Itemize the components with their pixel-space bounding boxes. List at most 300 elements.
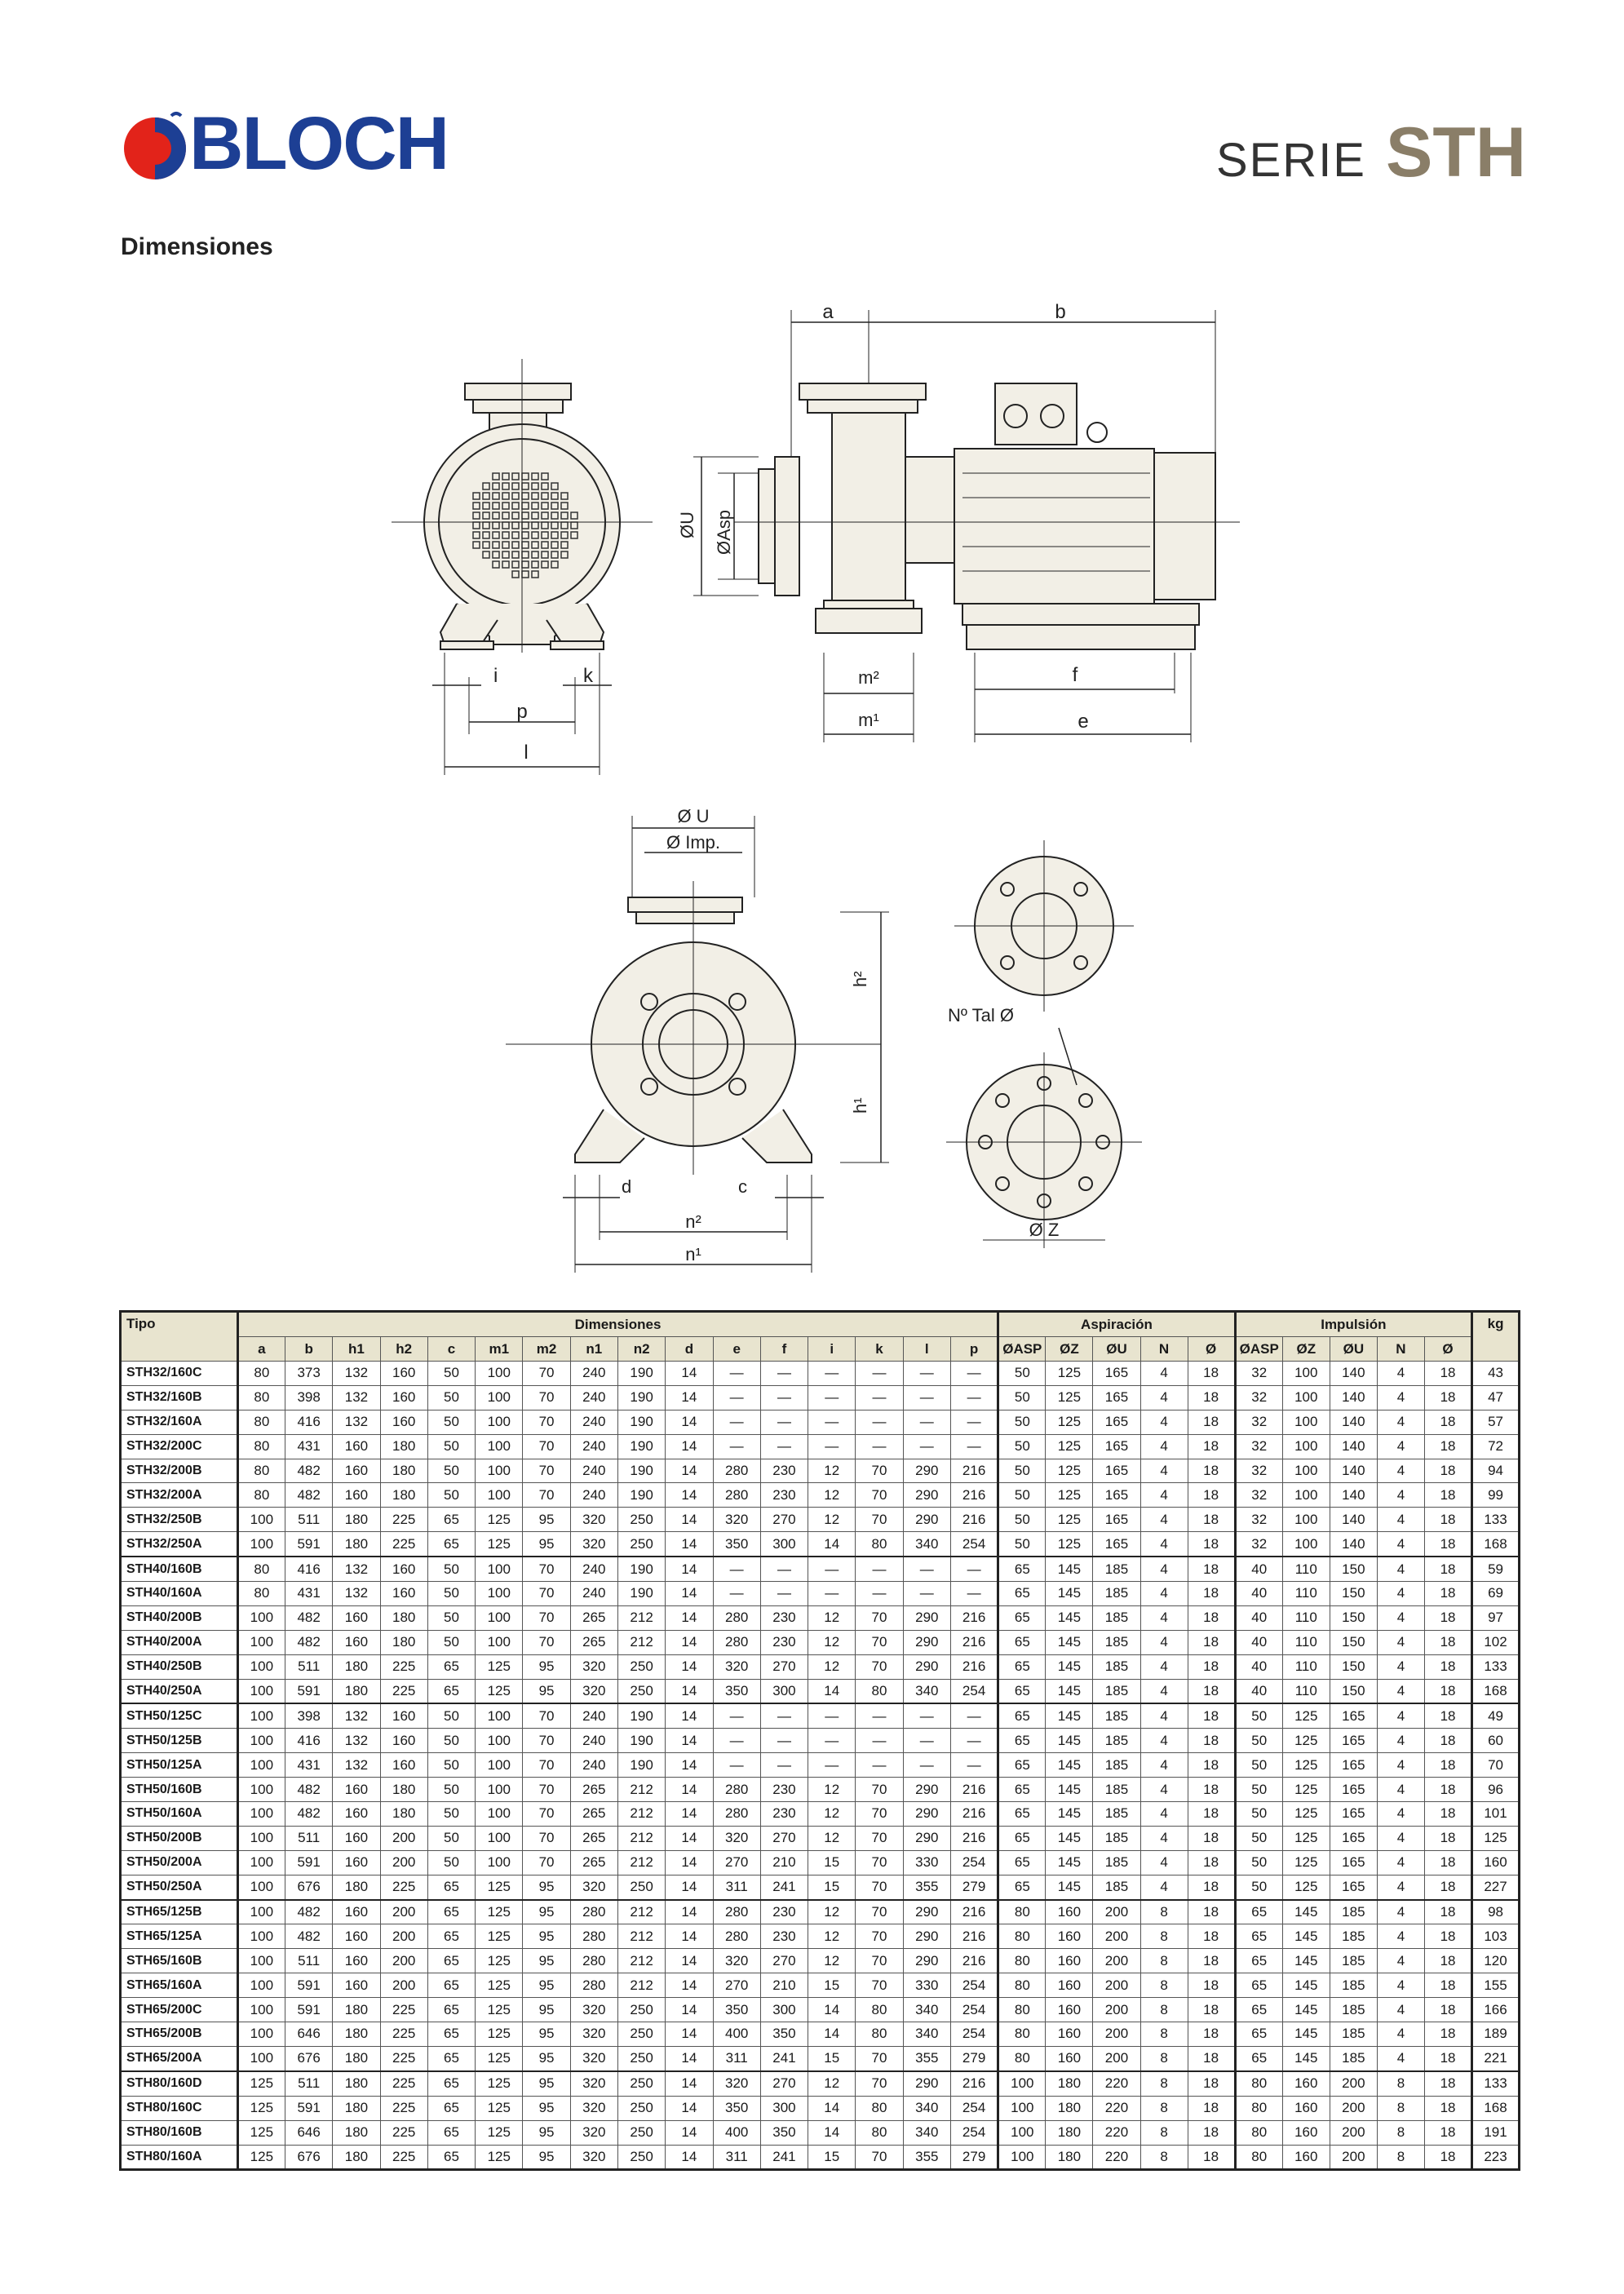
row-value-cell: 145 [1046, 1850, 1093, 1875]
row-value-cell: 50 [427, 1850, 475, 1875]
row-value-cell: 290 [903, 1459, 950, 1483]
row-value-cell: 398 [285, 1703, 333, 1728]
row-value-cell: 50 [998, 1483, 1046, 1508]
row-value-cell: 32 [1235, 1532, 1282, 1557]
row-value-cell: 355 [903, 2145, 950, 2170]
row-value-cell: — [760, 1362, 808, 1386]
row-value-cell: 240 [570, 1385, 617, 1410]
row-value-cell: 14 [666, 1362, 713, 1386]
row-value-cell: 180 [380, 1605, 427, 1630]
row-value-cell: 125 [476, 1532, 523, 1557]
row-value-cell: 145 [1046, 1729, 1093, 1753]
row-value-cell: 100 [237, 1508, 285, 1532]
row-value-cell: — [950, 1362, 998, 1386]
row-value-cell: 50 [427, 1362, 475, 1386]
row-value-cell: 160 [1046, 1998, 1093, 2022]
row-value-cell: 100 [1282, 1385, 1330, 1410]
series-name: STH [1386, 113, 1526, 192]
row-value-cell: 70 [523, 1826, 570, 1850]
row-value-cell: 185 [1093, 1703, 1140, 1728]
row-value-cell: 180 [380, 1459, 427, 1483]
row-value-cell: 95 [523, 1679, 570, 1703]
row-value-cell: 212 [617, 1802, 665, 1827]
row-value-cell: 160 [1046, 2022, 1093, 2047]
row-value-cell: 240 [570, 1459, 617, 1483]
row-value-cell: 225 [380, 1875, 427, 1899]
row-type-cell: STH32/200B [121, 1459, 238, 1483]
row-value-cell: 50 [1235, 1875, 1282, 1899]
row-value-cell: 270 [760, 1826, 808, 1850]
row-value-cell: 140 [1330, 1459, 1377, 1483]
row-value-cell: 311 [713, 2145, 760, 2170]
row-value-cell: 200 [1093, 1973, 1140, 1998]
row-value-cell: 200 [380, 1973, 427, 1998]
table-row [121, 1850, 1520, 1875]
row-value-cell: 125 [237, 2120, 285, 2145]
row-value-cell: 14 [666, 1459, 713, 1483]
row-value-cell: 290 [903, 1900, 950, 1924]
row-value-cell: 18 [1424, 1434, 1471, 1459]
row-value-cell: 646 [285, 2120, 333, 2145]
row-value-cell: 70 [856, 2046, 903, 2070]
row-value-cell: 225 [380, 2022, 427, 2047]
row-value-cell: 240 [570, 1410, 617, 1434]
row-value-cell: 18 [1424, 1778, 1471, 1802]
table-row [121, 1434, 1520, 1459]
row-value-cell: 8 [1140, 2046, 1188, 2070]
dim-label-c: c [738, 1176, 747, 1197]
row-value-cell: 145 [1046, 1778, 1093, 1802]
row-value-cell: 160 [380, 1410, 427, 1434]
dim-label-f: f [1072, 664, 1078, 686]
row-value-cell: 4 [1140, 1605, 1188, 1630]
row-value-cell: 250 [617, 1532, 665, 1557]
row-value-cell: 145 [1046, 1582, 1093, 1606]
row-value-cell: 18 [1424, 1483, 1471, 1508]
row-value-cell: 160 [333, 1483, 380, 1508]
dim-col-header: d [666, 1337, 713, 1362]
row-value-cell: 103 [1472, 1924, 1520, 1949]
row-value-cell: 482 [285, 1802, 333, 1827]
row-value-cell: 100 [476, 1850, 523, 1875]
row-value-cell: 416 [285, 1557, 333, 1581]
row-value-cell: 18 [1188, 1850, 1235, 1875]
row-value-cell: 18 [1424, 1459, 1471, 1483]
row-value-cell: 160 [380, 1753, 427, 1778]
table-row [121, 1949, 1520, 1973]
dim-label-m2: m² [858, 667, 879, 688]
table-row [121, 2120, 1520, 2145]
row-value-cell: 240 [570, 1729, 617, 1753]
row-value-cell: 185 [1330, 2022, 1377, 2047]
row-value-cell: 290 [903, 2071, 950, 2096]
row-value-cell: 241 [760, 2145, 808, 2170]
row-value-cell: 95 [523, 2046, 570, 2070]
row-value-cell: 18 [1188, 2120, 1235, 2145]
row-value-cell: 100 [998, 2071, 1046, 2096]
row-value-cell: 14 [666, 1850, 713, 1875]
row-value-cell: 14 [666, 1630, 713, 1654]
row-value-cell: 18 [1188, 1362, 1235, 1386]
row-value-cell: 340 [903, 2096, 950, 2120]
row-type-cell: STH40/160A [121, 1582, 238, 1606]
row-value-cell: 160 [1046, 1900, 1093, 1924]
row-value-cell: 70 [856, 1973, 903, 1998]
row-value-cell: 65 [998, 1630, 1046, 1654]
row-value-cell: 80 [237, 1582, 285, 1606]
row-value-cell: 70 [523, 1630, 570, 1654]
row-value-cell: 210 [760, 1973, 808, 1998]
row-value-cell: 80 [237, 1434, 285, 1459]
row-value-cell: 133 [1472, 1508, 1520, 1532]
row-value-cell: — [903, 1434, 950, 1459]
row-value-cell: 125 [1282, 1729, 1330, 1753]
row-value-cell: 212 [617, 1630, 665, 1654]
row-value-cell: 591 [285, 1850, 333, 1875]
row-value-cell: 240 [570, 1362, 617, 1386]
row-value-cell: 160 [1282, 2120, 1330, 2145]
dim-label-h1: h¹ [850, 1097, 870, 1114]
row-value-cell: 40 [1235, 1605, 1282, 1630]
row-value-cell: 4 [1140, 1753, 1188, 1778]
dim-col-header: m2 [523, 1337, 570, 1362]
row-value-cell: 320 [570, 1875, 617, 1899]
row-value-cell: 18 [1424, 2120, 1471, 2145]
row-value-cell: 180 [333, 2120, 380, 2145]
row-type-cell: STH80/160A [121, 2145, 238, 2170]
row-value-cell: 180 [333, 1875, 380, 1899]
row-value-cell: — [808, 1582, 856, 1606]
row-type-cell: STH50/250A [121, 1875, 238, 1899]
row-value-cell: 80 [1235, 2096, 1282, 2120]
row-value-cell: 373 [285, 1362, 333, 1386]
row-value-cell: 125 [476, 1875, 523, 1899]
row-value-cell: 4 [1377, 1949, 1424, 1973]
row-value-cell: 200 [1330, 2071, 1377, 2096]
row-value-cell: 180 [380, 1802, 427, 1827]
row-value-cell: 185 [1093, 1582, 1140, 1606]
row-value-cell: 18 [1424, 1826, 1471, 1850]
row-value-cell: 160 [333, 1850, 380, 1875]
row-value-cell: 32 [1235, 1385, 1282, 1410]
row-value-cell: 8 [1140, 2071, 1188, 2096]
row-value-cell: 132 [333, 1385, 380, 1410]
row-value-cell: — [856, 1410, 903, 1434]
row-value-cell: 97 [1472, 1605, 1520, 1630]
row-value-cell: 145 [1282, 1900, 1330, 1924]
row-value-cell: 14 [808, 1998, 856, 2022]
row-value-cell: 190 [617, 1362, 665, 1386]
table-row [121, 1753, 1520, 1778]
dim-col-header: k [856, 1337, 903, 1362]
row-value-cell: 65 [427, 1532, 475, 1557]
row-type-cell: STH50/160B [121, 1778, 238, 1802]
row-value-cell: 70 [856, 2145, 903, 2170]
row-value-cell: 280 [713, 1924, 760, 1949]
row-value-cell: — [856, 1729, 903, 1753]
row-value-cell: 265 [570, 1802, 617, 1827]
row-value-cell: 240 [570, 1753, 617, 1778]
table-row [121, 1924, 1520, 1949]
row-value-cell: 125 [476, 2120, 523, 2145]
row-type-cell: STH40/250B [121, 1654, 238, 1679]
row-value-cell: 50 [427, 1802, 475, 1827]
row-value-cell: 4 [1140, 1703, 1188, 1728]
row-value-cell: 160 [333, 1459, 380, 1483]
row-value-cell: 102 [1472, 1630, 1520, 1654]
row-value-cell: 32 [1235, 1362, 1282, 1386]
row-value-cell: 70 [523, 1434, 570, 1459]
row-value-cell: 69 [1472, 1582, 1520, 1606]
row-value-cell: 185 [1093, 1778, 1140, 1802]
row-value-cell: 416 [285, 1410, 333, 1434]
row-type-cell: STH65/160A [121, 1973, 238, 1998]
row-value-cell: 100 [237, 1875, 285, 1899]
row-value-cell: 400 [713, 2022, 760, 2047]
row-value-cell: 300 [760, 2096, 808, 2120]
row-value-cell: 145 [1282, 2022, 1330, 2047]
row-value-cell: 100 [1282, 1434, 1330, 1459]
row-value-cell: 70 [856, 1483, 903, 1508]
row-value-cell: 145 [1046, 1679, 1093, 1703]
row-value-cell: 65 [427, 2022, 475, 2047]
dim-label-u-side: ØU [677, 512, 697, 538]
row-value-cell: 212 [617, 1924, 665, 1949]
row-value-cell: 340 [903, 2022, 950, 2047]
row-value-cell: 280 [570, 1973, 617, 1998]
row-value-cell: 100 [476, 1582, 523, 1606]
row-value-cell: 98 [1472, 1900, 1520, 1924]
row-value-cell: 330 [903, 1973, 950, 1998]
row-value-cell: 4 [1140, 1385, 1188, 1410]
row-value-cell: 350 [713, 2096, 760, 2120]
row-value-cell: 254 [950, 2022, 998, 2047]
row-type-cell: STH65/200B [121, 2022, 238, 2047]
row-value-cell: 180 [333, 2022, 380, 2047]
row-value-cell: 80 [998, 1973, 1046, 1998]
row-value-cell: 200 [1093, 2046, 1140, 2070]
row-value-cell: 190 [617, 1459, 665, 1483]
row-value-cell: 125 [476, 1654, 523, 1679]
row-value-cell: 4 [1140, 1850, 1188, 1875]
row-value-cell: 216 [950, 1949, 998, 1973]
row-type-cell: STH40/200A [121, 1630, 238, 1654]
row-value-cell: 511 [285, 1654, 333, 1679]
row-value-cell: 100 [998, 2096, 1046, 2120]
row-value-cell: 150 [1330, 1679, 1377, 1703]
row-value-cell: 18 [1424, 1630, 1471, 1654]
dim-label-u-top: Ø U [677, 806, 710, 826]
row-value-cell: 165 [1093, 1532, 1140, 1557]
row-value-cell: 180 [380, 1434, 427, 1459]
row-value-cell: 140 [1330, 1385, 1377, 1410]
row-value-cell: 50 [427, 1434, 475, 1459]
kg-header: kg [1472, 1312, 1520, 1362]
row-value-cell: 80 [1235, 2145, 1282, 2170]
row-value-cell: 185 [1330, 1924, 1377, 1949]
dim-col-header: h2 [380, 1337, 427, 1362]
row-value-cell: 14 [666, 1924, 713, 1949]
row-value-cell: 18 [1188, 1630, 1235, 1654]
row-value-cell: 132 [333, 1703, 380, 1728]
row-value-cell: 80 [237, 1459, 285, 1483]
row-value-cell: 70 [856, 1802, 903, 1827]
row-value-cell: 100 [476, 1703, 523, 1728]
row-value-cell: 65 [998, 1802, 1046, 1827]
row-value-cell: 190 [617, 1753, 665, 1778]
row-value-cell: 145 [1046, 1802, 1093, 1827]
row-value-cell: 400 [713, 2120, 760, 2145]
row-value-cell: 225 [380, 1532, 427, 1557]
row-value-cell: 165 [1093, 1459, 1140, 1483]
row-value-cell: 216 [950, 1654, 998, 1679]
row-value-cell: 80 [856, 2096, 903, 2120]
row-value-cell: — [760, 1434, 808, 1459]
row-value-cell: 4 [1377, 1729, 1424, 1753]
row-value-cell: 250 [617, 2145, 665, 2170]
row-value-cell: 160 [380, 1385, 427, 1410]
row-value-cell: 185 [1093, 1557, 1140, 1581]
row-value-cell: 18 [1424, 1679, 1471, 1703]
row-value-cell: 65 [1235, 1973, 1282, 1998]
row-value-cell: 160 [380, 1729, 427, 1753]
row-value-cell: 15 [808, 2145, 856, 2170]
row-value-cell: 14 [666, 2022, 713, 2047]
row-value-cell: 12 [808, 1605, 856, 1630]
row-value-cell: — [760, 1703, 808, 1728]
row-value-cell: 160 [333, 1973, 380, 1998]
table-row [121, 1654, 1520, 1679]
row-value-cell: 216 [950, 1508, 998, 1532]
row-value-cell: 100 [476, 1362, 523, 1386]
row-value-cell: 4 [1140, 1630, 1188, 1654]
row-value-cell: 160 [380, 1703, 427, 1728]
dim-col-header: h1 [333, 1337, 380, 1362]
row-value-cell: 4 [1377, 1557, 1424, 1581]
row-value-cell: 95 [523, 1900, 570, 1924]
row-value-cell: 100 [998, 2145, 1046, 2170]
row-value-cell: 14 [666, 1998, 713, 2022]
row-value-cell: 60 [1472, 1729, 1520, 1753]
row-value-cell: 180 [333, 1679, 380, 1703]
row-value-cell: 18 [1188, 1802, 1235, 1827]
row-value-cell: 4 [1377, 1385, 1424, 1410]
row-value-cell: 100 [1282, 1508, 1330, 1532]
row-value-cell: 65 [427, 1924, 475, 1949]
row-value-cell: — [903, 1385, 950, 1410]
row-value-cell: 14 [808, 1679, 856, 1703]
row-value-cell: 280 [570, 1949, 617, 1973]
row-value-cell: 59 [1472, 1557, 1520, 1581]
row-value-cell: 12 [808, 1483, 856, 1508]
row-value-cell: — [950, 1385, 998, 1410]
row-type-cell: STH65/125B [121, 1900, 238, 1924]
row-value-cell: 14 [808, 2022, 856, 2047]
row-value-cell: 254 [950, 2120, 998, 2145]
table-row [121, 2145, 1520, 2170]
row-value-cell: 160 [333, 1434, 380, 1459]
row-value-cell: 65 [998, 1605, 1046, 1630]
row-value-cell: 340 [903, 2120, 950, 2145]
row-value-cell: 225 [380, 2120, 427, 2145]
row-value-cell: 4 [1377, 1532, 1424, 1557]
row-value-cell: 4 [1140, 1532, 1188, 1557]
row-value-cell: 279 [950, 1875, 998, 1899]
row-value-cell: 330 [903, 1850, 950, 1875]
row-value-cell: 18 [1188, 1875, 1235, 1899]
row-value-cell: — [713, 1729, 760, 1753]
row-value-cell: 4 [1140, 1826, 1188, 1850]
section-title: Dimensiones [121, 233, 273, 260]
row-type-cell: STH80/160C [121, 2096, 238, 2120]
row-value-cell: 320 [570, 1998, 617, 2022]
row-value-cell: 18 [1424, 2046, 1471, 2070]
row-value-cell: 14 [666, 1557, 713, 1581]
row-value-cell: 40 [1235, 1654, 1282, 1679]
row-value-cell: 280 [570, 1924, 617, 1949]
row-value-cell: 280 [713, 1802, 760, 1827]
row-value-cell: 160 [1046, 1924, 1093, 1949]
row-value-cell: 65 [998, 1654, 1046, 1679]
row-value-cell: 280 [713, 1900, 760, 1924]
row-value-cell: 95 [523, 1924, 570, 1949]
row-value-cell: 18 [1188, 1778, 1235, 1802]
row-value-cell: 125 [1046, 1459, 1093, 1483]
row-value-cell: 49 [1472, 1703, 1520, 1728]
row-value-cell: 50 [427, 1729, 475, 1753]
row-value-cell: 4 [1377, 1900, 1424, 1924]
row-value-cell: 150 [1330, 1605, 1377, 1630]
dim-col-header: a [237, 1337, 285, 1362]
dim-label-n1: n¹ [685, 1244, 701, 1264]
row-value-cell: 100 [476, 1434, 523, 1459]
row-value-cell: 290 [903, 1949, 950, 1973]
row-value-cell: 8 [1140, 2022, 1188, 2047]
row-value-cell: 125 [1046, 1434, 1093, 1459]
row-value-cell: 50 [998, 1434, 1046, 1459]
row-value-cell: 14 [666, 1483, 713, 1508]
dim-label-b: b [1055, 301, 1066, 323]
impulsion-col-header: N [1377, 1337, 1424, 1362]
row-value-cell: 70 [856, 1850, 903, 1875]
row-value-cell: 100 [1282, 1362, 1330, 1386]
row-value-cell: 14 [666, 1508, 713, 1532]
row-value-cell: 511 [285, 1949, 333, 1973]
row-value-cell: 100 [476, 1826, 523, 1850]
row-value-cell: 70 [523, 1362, 570, 1386]
row-value-cell: 80 [998, 1949, 1046, 1973]
row-value-cell: 254 [950, 2096, 998, 2120]
row-value-cell: 100 [1282, 1410, 1330, 1434]
row-value-cell: 155 [1472, 1973, 1520, 1998]
row-value-cell: 70 [856, 1900, 903, 1924]
row-value-cell: 185 [1093, 1802, 1140, 1827]
row-value-cell: 70 [523, 1410, 570, 1434]
row-value-cell: 591 [285, 2096, 333, 2120]
row-value-cell: 4 [1377, 1483, 1424, 1508]
dimensions-table-wrapper [119, 1310, 1520, 2171]
row-value-cell: 225 [380, 2096, 427, 2120]
row-value-cell: 511 [285, 1826, 333, 1850]
row-value-cell: 100 [476, 1410, 523, 1434]
row-value-cell: — [713, 1703, 760, 1728]
row-value-cell: 216 [950, 1924, 998, 1949]
row-value-cell: 4 [1377, 2046, 1424, 2070]
row-value-cell: 12 [808, 1508, 856, 1532]
row-value-cell: 290 [903, 1508, 950, 1532]
row-value-cell: 100 [237, 1826, 285, 1850]
row-value-cell: 18 [1188, 1410, 1235, 1434]
